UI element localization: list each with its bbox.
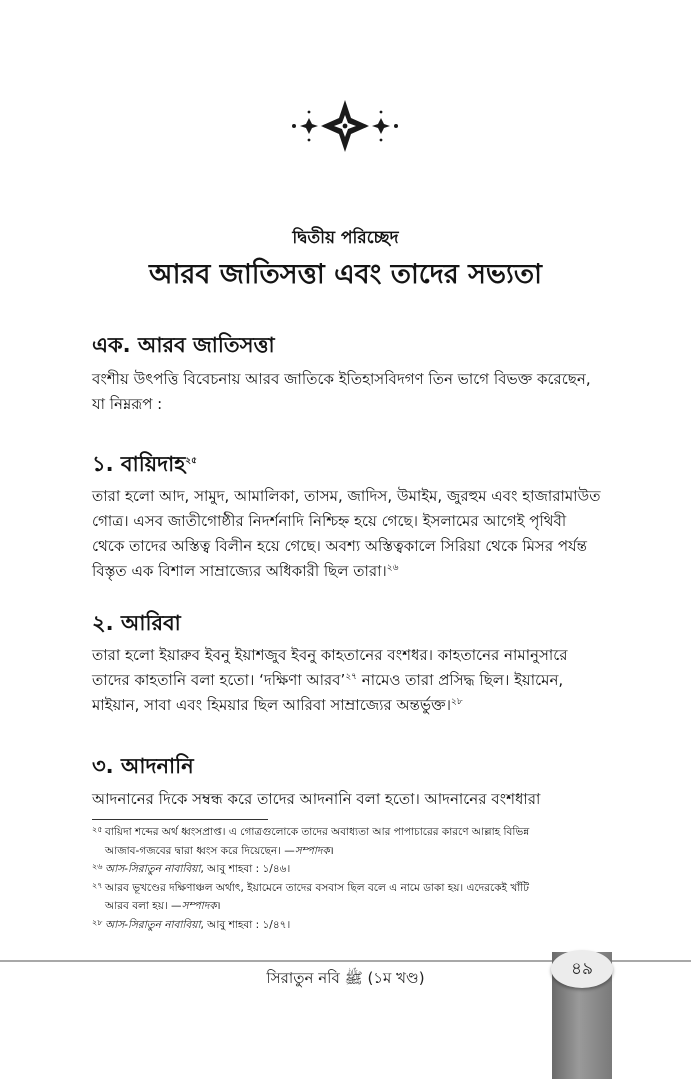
footnote-divider [92, 819, 268, 820]
paragraph-text: বিস্তৃত এক বিশাল সাম্রাজ্যের অধিকারী ছিল তারা। [92, 562, 387, 580]
item-paragraph-baida [92, 484, 618, 584]
paragraph-line [92, 668, 618, 693]
footnote-number: ২৫ [92, 825, 103, 834]
footnote-source-title: আস-সিরাতুন নাবাবিয়া [105, 863, 201, 875]
item-heading-ariba: ২. আরিবা [92, 611, 181, 635]
footnote-number: ২৮ [92, 917, 103, 927]
footnote-text: । [329, 844, 334, 857]
paragraph-line: বংশীয় উৎপত্তি বিবেচনায় আরব জাতিকে ইতিহাসবিদগণ তিন ভাগে বিভক্ত করেছেন, [92, 370, 591, 388]
item-paragraph-ariba [92, 643, 618, 718]
item-heading-adnani: ৩. আদনানি [92, 754, 194, 778]
paragraph-line [92, 693, 618, 718]
paragraph-text: মাইয়ান, সাবা এবং হিময়ার ছিল আরিবা সাম্রাজ্যের অন্তর্ভুক্ত। [92, 696, 451, 714]
footnote-text: আজাব-গজবের দ্বারা ধ্বংস করে দিয়েছেন। — [105, 844, 295, 857]
section-heading-arab-nation: এক. আরব জাতিসত্তা [92, 333, 275, 357]
footnote [92, 879, 618, 916]
item-heading-text: ১. বায়িদাহ [92, 452, 186, 476]
paragraph-line: থেকে তাদের অস্তিত্ব বিলীন হয়ে গেছে। অবশ্য অস্তিত্বকালে সিরিয়া থেকে মিসর পর্যন্ত [92, 537, 588, 555]
footnote-line [105, 860, 618, 879]
page-number: ৪৯ [551, 950, 613, 988]
footnote-text: । [216, 900, 221, 912]
item-paragraph-adnani [92, 787, 618, 812]
footnote [92, 860, 618, 879]
footnote-source-title: আস-সিরাতুন নাবাবিয়া [105, 918, 201, 931]
footnote-ref: ২৮ [450, 697, 463, 707]
footnote-text: আরব ভূখণ্ডের দক্ষিণাঞ্চল অর্থাৎ, ইয়ামেনে তাদের বসবাস ছিল বলে এ নামে ডাকা হয়। এদেরকেই খাঁটি [105, 881, 530, 894]
paragraph-line [92, 559, 618, 584]
footer-book-title: সিরাতুন নবি ﷺ (১ম খণ্ড) [266, 969, 425, 987]
footnote-text: বায়িদা শব্দের অর্থ ধ্বংসপ্রাপ্ত। এ গোত্রগুলোকে তাদের অবাধ্যতা আর পাপাচারের কারণে আল্লাহ বিভিন্ন [105, 826, 530, 838]
footnote-editor: সম্পাদক [294, 844, 330, 857]
footnote-text: , আবু শাহবা : ১/৪৭। [200, 918, 291, 931]
footnote-number: ২৬ [92, 862, 103, 871]
chapter-title: আরব জাতিসত্তা এবং তাদের সভ্যতা [149, 259, 542, 290]
footnote-line [105, 916, 618, 935]
paragraph-line: তারা হলো ইয়ারুব ইবনু ইয়াশজুব ইবনু কাহতানের বংশধর। কাহতানের নামানুসারে [92, 646, 568, 664]
footnote-text: , আবু শাহবা : ১/৪৬। [200, 863, 291, 875]
paragraph-text: তাদের কাহতানি বলা হতো। ‘দক্ষিণা আরব’ [92, 671, 346, 689]
footnote-ref: ২৬ [386, 563, 399, 573]
footnote [92, 916, 618, 935]
footnote-editor: সম্পাদক [181, 900, 217, 912]
footnotes [92, 823, 618, 934]
footnote-text: আরব বলা হয়। — [105, 900, 182, 912]
footnote-number: ২৭ [92, 880, 103, 890]
paragraph-text: নামেও তারা প্রসিদ্ধ ছিল। ইয়ামেন, [357, 671, 564, 689]
footnote [92, 823, 618, 860]
footnote-line [105, 842, 618, 861]
footnote-line [105, 897, 618, 916]
paragraph-line: আদনানের দিকে সম্বন্ধ করে তাদের আদনানি বলা হতো। আদনানের বংশধারা [92, 790, 541, 808]
paragraph-line: যা নিম্নরূপ : [92, 395, 163, 413]
footnote-ref: ২৫ [185, 456, 197, 466]
decorative-ornament-icon [285, 96, 405, 156]
footnote-ref: ২৭ [345, 672, 358, 682]
item-heading-baida [92, 449, 622, 479]
section-intro-paragraph [92, 367, 618, 417]
paragraph-line: তারা হলো আদ, সামুদ, আমালিকা, তাসম, জাদিস, উমাইম, জুরহুম এবং হাজারামাউত [92, 487, 601, 505]
chapter-subtitle: দ্বিতীয় পরিচ্ছেদ [292, 228, 399, 248]
paragraph-line: গোত্র। এসব জাতীগোষ্ঠীর নিদর্শনাদি নিশ্চিহ্ন হয়ে গেছে। ইসলামের আগেই পৃথিবী [92, 512, 567, 530]
